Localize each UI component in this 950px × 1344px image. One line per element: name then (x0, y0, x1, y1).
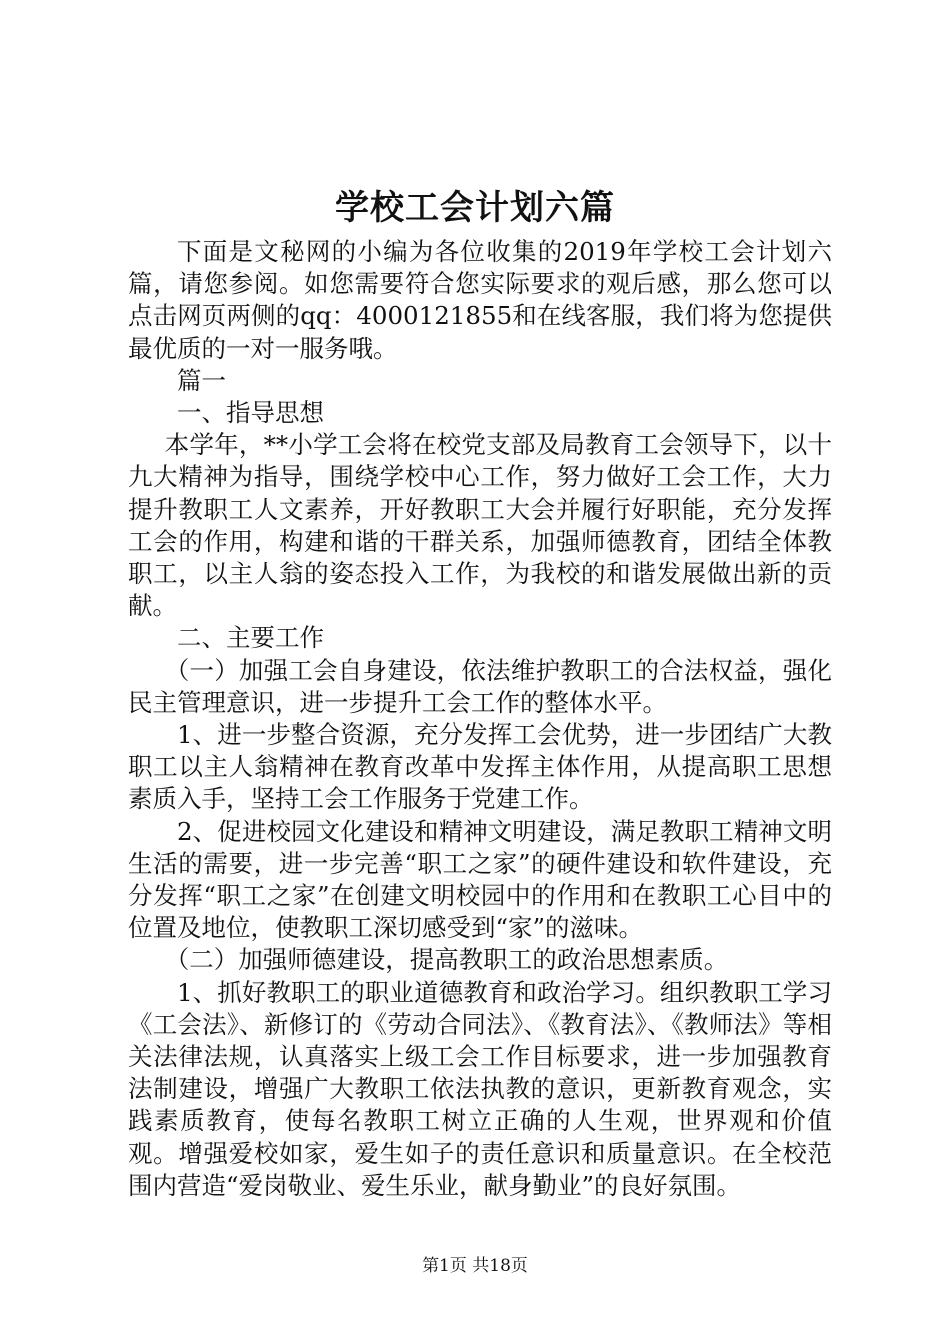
intro-paragraph: 下面是文秘网的小编为各位收集的2019年学校工会计划六篇，请您参阅。如您需要符合您实际要求的观后感，那么您可以点击网页两侧的qq：4000121855和在线客服，我们将为您提供最优质的一对一服务哦。 (128, 237, 832, 363)
subheading-union-building: （一）加强工会自身建设，依法维护教职工的合法权益，强化民主管理意识，进一步提升工会工作的整体水平。 (128, 655, 832, 717)
subheading-teacher-ethics: （二）加强师德建设，提高教职工的政治思想素质。 (164, 945, 729, 975)
page-footer: 第1页 共18页 (422, 1256, 528, 1276)
heading-main-work: 二、主要工作 (177, 623, 324, 653)
paragraph-guiding-thought: 本学年，**小学工会将在校党支部及局教育工会领导下，以十九大精神为指导，围绕学校中心工作，努力做好工会工作，大力提升教职工人文素养，开好教职工大会并履行好职能，充分发挥工会的作用，构建和谐的干群关系，加强师德教育，团结全体教职工，以主人翁的姿态投入工作，为我校的和谐发展做出新的贡献。 (128, 430, 832, 621)
document-title: 学校工会计划六篇 (335, 188, 615, 228)
paragraph-item-2a: 2、促进校园文化建设和精神文明建设，满足教职工精神文明生活的需要，进一步完善“职工之家”的硬件建设和软件建设，充分发挥“职工之家”在创建文明校园中的作用和在教职工心目中的位置及地位，使教职工深切感受到“家”的滋味。 (128, 816, 832, 943)
section-label-part-one: 篇一 (177, 365, 226, 395)
paragraph-item-1b: 1、抓好教职工的职业道德教育和政治学习。组织教职工学习《工会法》、新修订的《劳动合同法》、《教育法》、《教师法》等相关法律法规，认真落实上级工会工作目标要求，进一步加强教育法制建设，增强广大教职工依法执教的意识，更新教育观念，实践素质教育，使每名教职工树立正确的人生观，世界观和价值观。增强爱校如家，爱生如子的责任意识和质量意识。在全校范围内营造“爱岗敬业、爱生乐业，献身勤业”的良好氛围。 (128, 977, 832, 1200)
heading-guiding-thought: 一、指导思想 (177, 398, 324, 428)
document-body (128, 236, 832, 1202)
paragraph-item-1a: 1、进一步整合资源，充分发挥工会优势，进一步团结广大教职工以主人翁精神在教育改革中发挥主体作用，从提高职工思想素质入手，坚持工会工作服务于党建工作。 (128, 720, 832, 814)
